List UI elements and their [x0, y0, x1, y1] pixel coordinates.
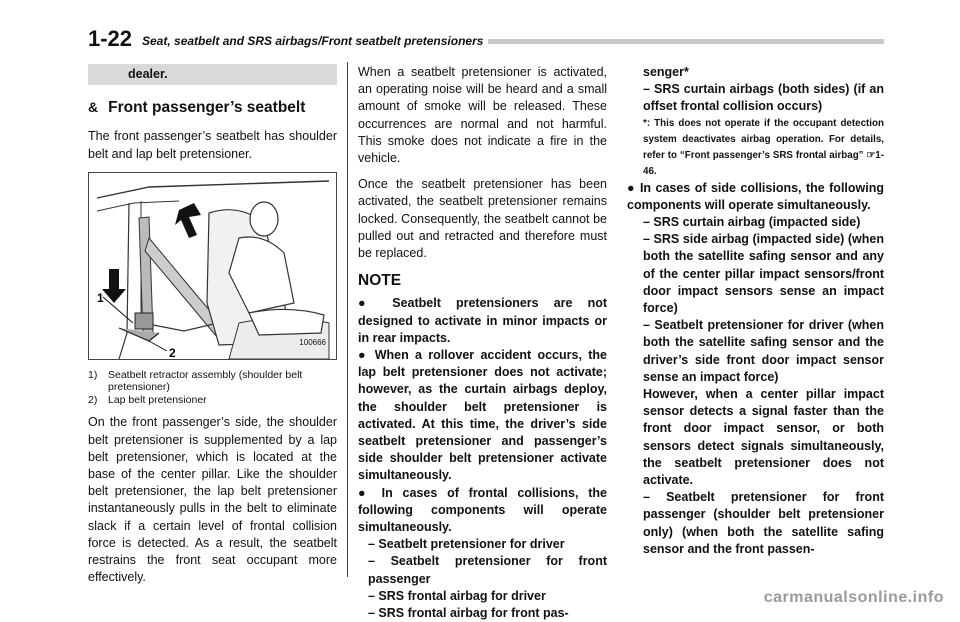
column-middle	[358, 64, 607, 622]
list-item: – SRS side airbag (impacted side) (when both the satellite safing sensor and any of the center pillar impact sensors/front door impact sensors sense an impact force)	[643, 232, 884, 316]
figure-id: 100666	[299, 337, 326, 347]
figure-label-1: 1	[97, 290, 104, 305]
column-right	[627, 64, 884, 558]
seatbelt-illustration	[89, 173, 336, 359]
list-item: – SRS frontal airbag for front pas-	[368, 606, 569, 621]
intro-paragraph: The front passenger’s seatbelt has shoulder belt and lap belt pretensioner.	[88, 129, 337, 161]
list-item: – Seatbelt pretensioner for driver	[368, 537, 565, 552]
note-item: ● In cases of side collisions, the following components will operate simultaneously.	[627, 180, 884, 212]
note-item: ● In cases of frontal collisions, the following components will operate simultaneously.	[358, 485, 607, 535]
column-divider	[347, 62, 348, 577]
seatbelt-figure	[88, 172, 337, 360]
page-header-title: Seat, seatbelt and SRS airbags/Front seatbelt pretensioners	[142, 34, 484, 48]
page-number: 1-22	[88, 26, 133, 51]
list-item: – Seatbelt pretensioner for front passenger	[368, 554, 607, 586]
list-item: – SRS frontal airbag for driver	[368, 588, 546, 603]
note-heading: NOTE	[358, 272, 402, 290]
note-item: ● When a rollover accident occurs, the lap belt pretensioner does not activate; however, as the curtain airbags deploy, the shoulder belt pretensioner is activated. At this time, the driver’s side seatbelt pretensioner and passenger’s side shoulder belt pretensioner activate simultaneously.	[358, 348, 607, 483]
list-item-continued: senger*	[643, 65, 689, 79]
figure-label-2: 2	[169, 345, 176, 359]
footnote: *: This does not operate if the occupant detection system deactivates airbag operation. For details, refer to “Front passenger’s SRS frontal airbag” ☞1-46.	[643, 117, 884, 177]
list-item: – SRS curtain airbags (both sides) (if an offset frontal collision occurs)	[643, 82, 884, 114]
column-left	[88, 64, 337, 595]
figure-captions	[88, 369, 337, 407]
caption-item: 1) Seatbelt retractor assembly (shoulder belt pretensioner)	[88, 368, 303, 394]
section-title: Front passenger’s seatbelt	[108, 99, 306, 117]
section-heading	[88, 99, 337, 116]
section-mark: &	[88, 99, 99, 116]
watermark: carmanualsonline.info	[763, 589, 944, 606]
header-rule	[488, 39, 884, 44]
list-item: – SRS curtain airbag (impacted side)	[643, 215, 861, 230]
continued-box: dealer.	[88, 64, 337, 85]
list-item: However, when a center pillar impact sensor detects a signal faster than the front door impact sensor, or both sensors detect signals simultaneously, the seatbelt pretensioner does not activate.	[643, 387, 884, 488]
list-item: – Seatbelt pretensioner for driver (when both the satellite safing sensor and the driver’s side front door impact sensor sense an impact force)	[643, 318, 884, 384]
paragraph-locked: Once the seatbelt pretensioner has been activated, the seatbelt pretensioner remains locked. Consequently, the seatbelt cannot be pulled out and retracted and therefore must be replaced.	[358, 177, 607, 261]
paragraph-noise: When a seatbelt pretensioner is activated, an operating noise will be heard and a small amount of smoke will be released. These occurrences are normal and not harmful. This smoke does not indicate a fire in the vehicle.	[358, 65, 607, 166]
list-item: – Seatbelt pretensioner for front passenger (shoulder belt pretensioner only) (when both the satellite safing sensor and the front passen-	[643, 490, 884, 556]
note-item: ● Seatbelt pretensioners are not designed to activate in minor impacts or in rear impacts.	[358, 296, 607, 345]
caption-item: 2) Lap belt pretensioner	[88, 393, 207, 406]
body-paragraph: On the front passenger’s side, the shoulder belt pretensioner is supplemented by a lap belt pretensioner, which is located at the base of the center pillar. Like the shoulder belt pretensioner, the lap belt pretensioner instantaneously pulls in the belt to eliminate slack if a certain level of frontal collision force is detected. As a result, the seatbelt restrains the front seat occupant more effectively.	[88, 415, 337, 585]
